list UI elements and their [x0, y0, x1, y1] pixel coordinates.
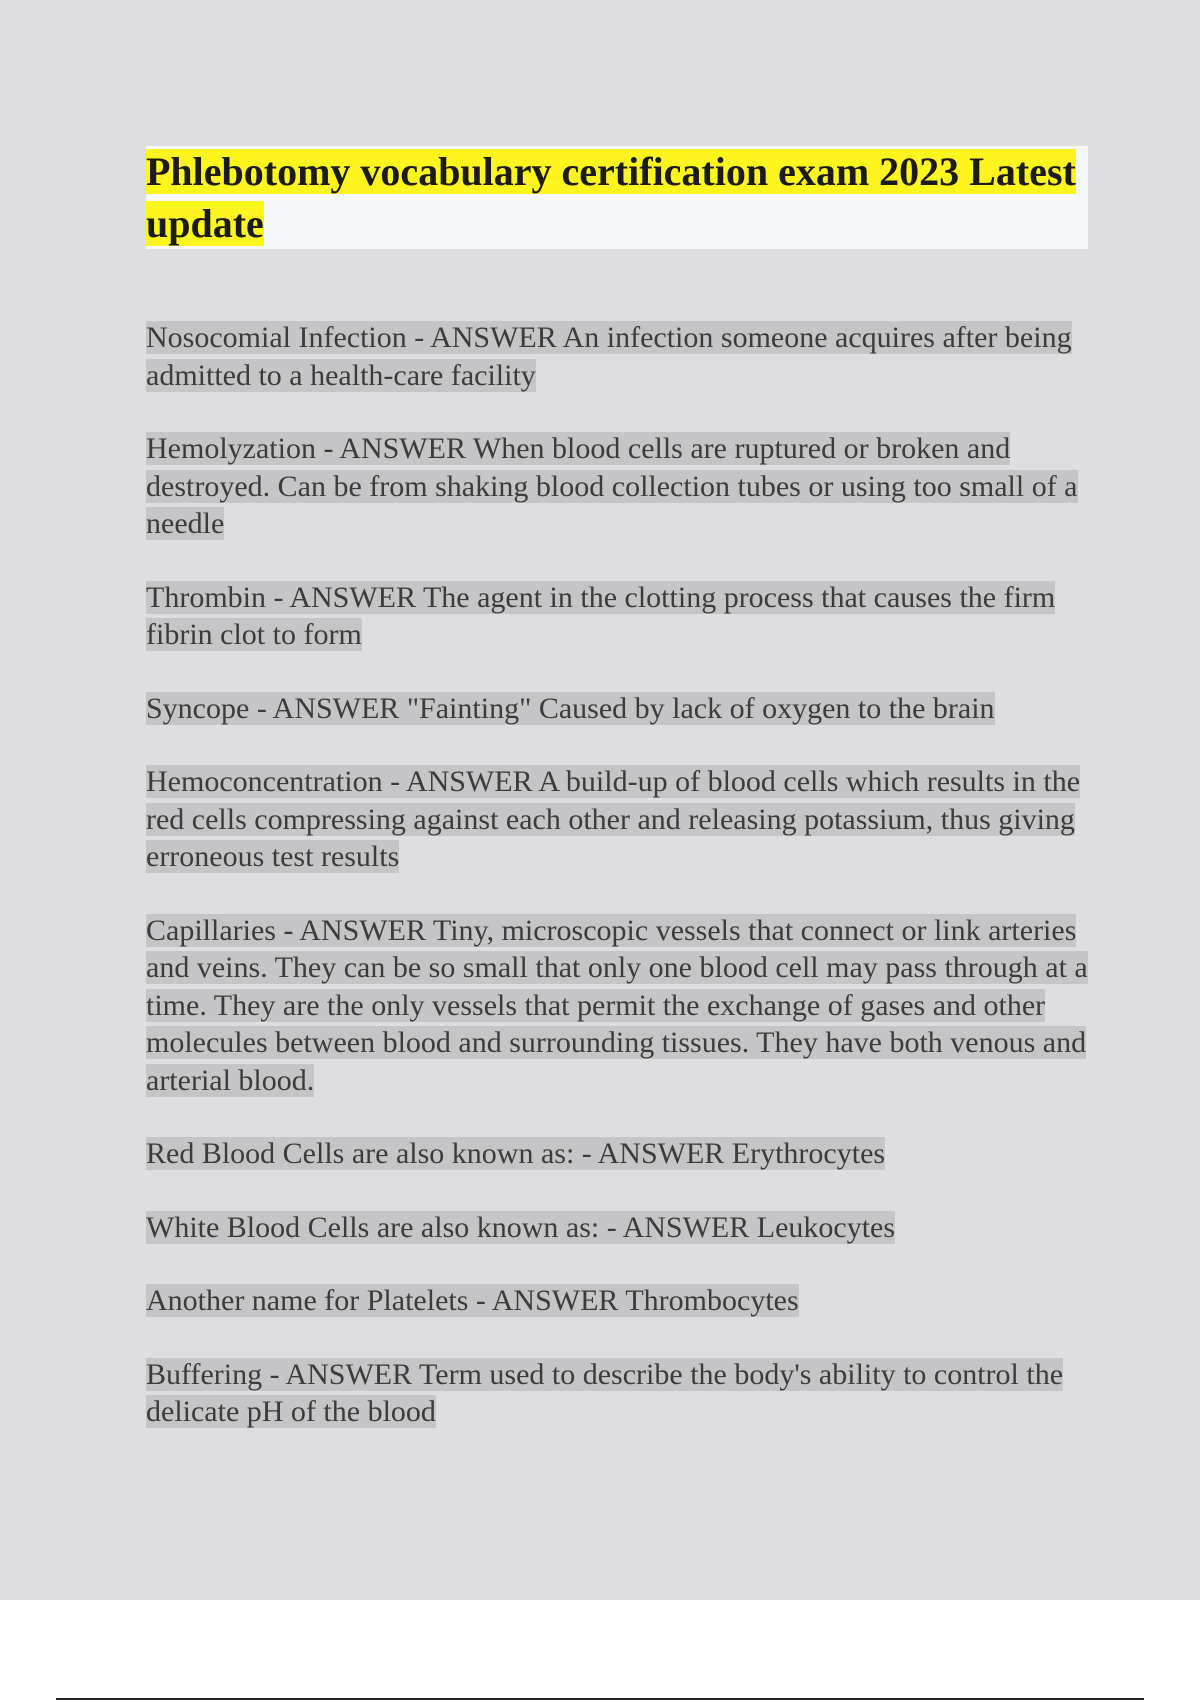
list-item: Hemolyzation - ANSWER When blood cells are ruptured or broken and destroyed. Can be from shaking blood collection tubes or using too small of a needle [146, 432, 1078, 540]
qa-list [146, 319, 1088, 1431]
document-content [146, 146, 1088, 1467]
document-title: Phlebotomy vocabulary certification exam 2023 Latest update [146, 149, 1076, 246]
list-item: Nosocomial Infection - ANSWER An infection someone acquires after being admitted to a health-care facility [146, 321, 1072, 392]
list-item: Capillaries - ANSWER Tiny, microscopic vessels that connect or link arteries and veins. They can be so small that only one blood cell may pass through at a time. They are the only vessels that permit the exchange of gases and other molecules between blood and surrounding tissues. They have both venous and arterial blood. [146, 913, 1088, 1097]
list-item: White Blood Cells are also known as: - ANSWER Leukocytes [146, 1210, 896, 1244]
list-item: Thrombin - ANSWER The agent in the clotting process that causes the firm fibrin clot to form [146, 580, 1056, 651]
list-item: Buffering - ANSWER Term used to describe the body's ability to control the delicate pH of the blood [146, 1357, 1064, 1428]
title-block [146, 146, 1088, 249]
list-item: Another name for Platelets - ANSWER Thrombocytes [146, 1284, 799, 1317]
list-item: Hemoconcentration - ANSWER A build-up of blood cells which results in the red cells compressing against each other and releasing potassium, thus giving erroneous test results [146, 765, 1081, 873]
list-item: Red Blood Cells are also known as: - ANSWER Erythrocytes [146, 1137, 886, 1170]
list-item: Syncope - ANSWER "Fainting" Caused by lack of oxygen to the brain [146, 691, 995, 725]
